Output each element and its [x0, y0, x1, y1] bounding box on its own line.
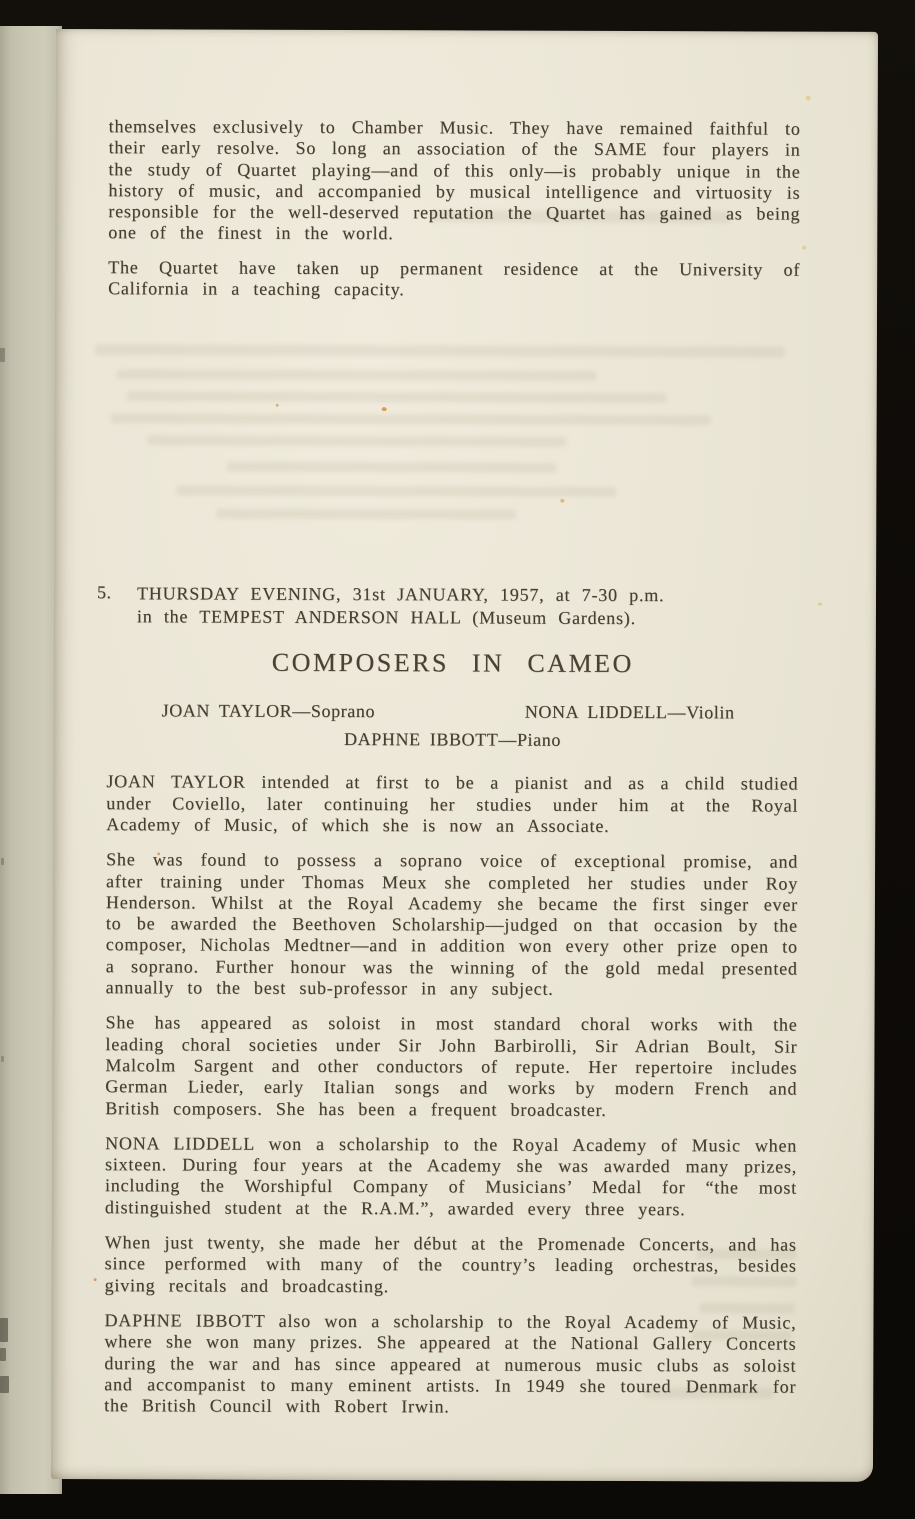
event-venue: in the TEMPEST ANDERSON HALL (Museum Gardens).: [136, 606, 636, 628]
bio-joan-taylor-2: She was found to possess a soprano voice of exceptional promise, and after training under Thomas Meux she completed her studies under Roy Henderson. Whilst at the Royal Academy she became the first singer ever to be awarded the Beethoven Scholarship—judged on that occasion by the composer, Nicholas Medtner—and in addition won every other prize open to a soprano. Further honour was the winning of the gold medal presented annually to the best sub-professor in any subject.: [105, 849, 799, 999]
intro-paragraph-quartet-residence: The Quartet have taken up permanent residence at the University of California in a teaching capacity.: [108, 256, 801, 300]
programme-page: [51, 29, 878, 1482]
page-edge-print-mark: [0, 1348, 6, 1361]
performers-row: [107, 700, 799, 724]
bio-joan-taylor-1: JOAN TAYLOR intended at first to be a pianist and as a child studied under Coviello, later continuing her studies under him at the Royal Academy of Music, of which she is now an Associate.: [106, 771, 799, 836]
page-edge-print-mark: [0, 1376, 9, 1393]
page-content: [96, 116, 801, 1419]
page-edge-print-mark: [1, 858, 4, 865]
performer-soprano: JOAN TAYLOR—Soprano: [161, 700, 376, 722]
foxing-speck: [94, 1278, 97, 1281]
event-details: [137, 583, 799, 630]
intro-paragraph-quartet-history: themselves exclusively to Chamber Music. They have remained faithful to their early resolve. So long an association of the SAME four players in the study of Quartet playing—and of this only—is probably unique in the history of music, and accompanied by musical intelligence and virtuosity is responsible for the well-deserved reputation the Quartet has gained as being one of the finest in the world.: [108, 116, 801, 244]
page-edge-print-mark: [1, 1056, 4, 1062]
performer-piano: DAPHNE IBBOTT—Piano: [344, 729, 562, 751]
foxing-speck: [818, 603, 822, 606]
event-heading: [96, 582, 799, 630]
performer-violin: NONA LIDDELL—Violin: [524, 702, 735, 723]
page-edge-print-mark: [0, 1318, 8, 1342]
bio-daphne-ibbott: DAPHNE IBBOTT also won a scholarship to the Royal Academy of Music, where she won many prizes. She appeared at the National Gallery Concerts during the war and has since appeared at numerous music clubs as soloist and accompanist to many eminent artists. In 1949 she toured Denmark for the British Council with Robert Irwin.: [104, 1310, 797, 1417]
bio-nona-liddell-2: When just twenty, she made her début at the Promenade Concerts, and has since performed with many of the country’s leading orchestras, besides giving recitals and broadcasting.: [104, 1232, 797, 1296]
bio-joan-taylor-3: She has appeared as soloist in most standard choral works with the leading choral societies under Sir John Barbirolli, Sir Adrian Boult, Sir Malcolm Sargent and other conductors of repute. Her repertoire includes German Lieder, early Italian songs and works by modern French and British composers. She has been a frequent broadcaster.: [105, 1012, 798, 1120]
page-edge-print-mark: [0, 348, 5, 362]
foxing-speck: [806, 96, 811, 101]
event-datetime: THURSDAY EVENING, 31st JANUARY, 1957, at 7-30 p.m.: [136, 583, 665, 606]
concert-title: COMPOSERS IN CAMEO: [271, 648, 634, 679]
event-number: 5.: [96, 582, 112, 603]
foxing-speck: [802, 246, 806, 250]
bio-nona-liddell-1: NONA LIDDELL won a scholarship to the Royal Academy of Music when sixteen. During four years at the Academy she was awarded many prizes, including the Worshipful Company of Musicians’ Medal for “the most distinguished student at the R.A.M.”, awarded every three years.: [104, 1133, 798, 1219]
